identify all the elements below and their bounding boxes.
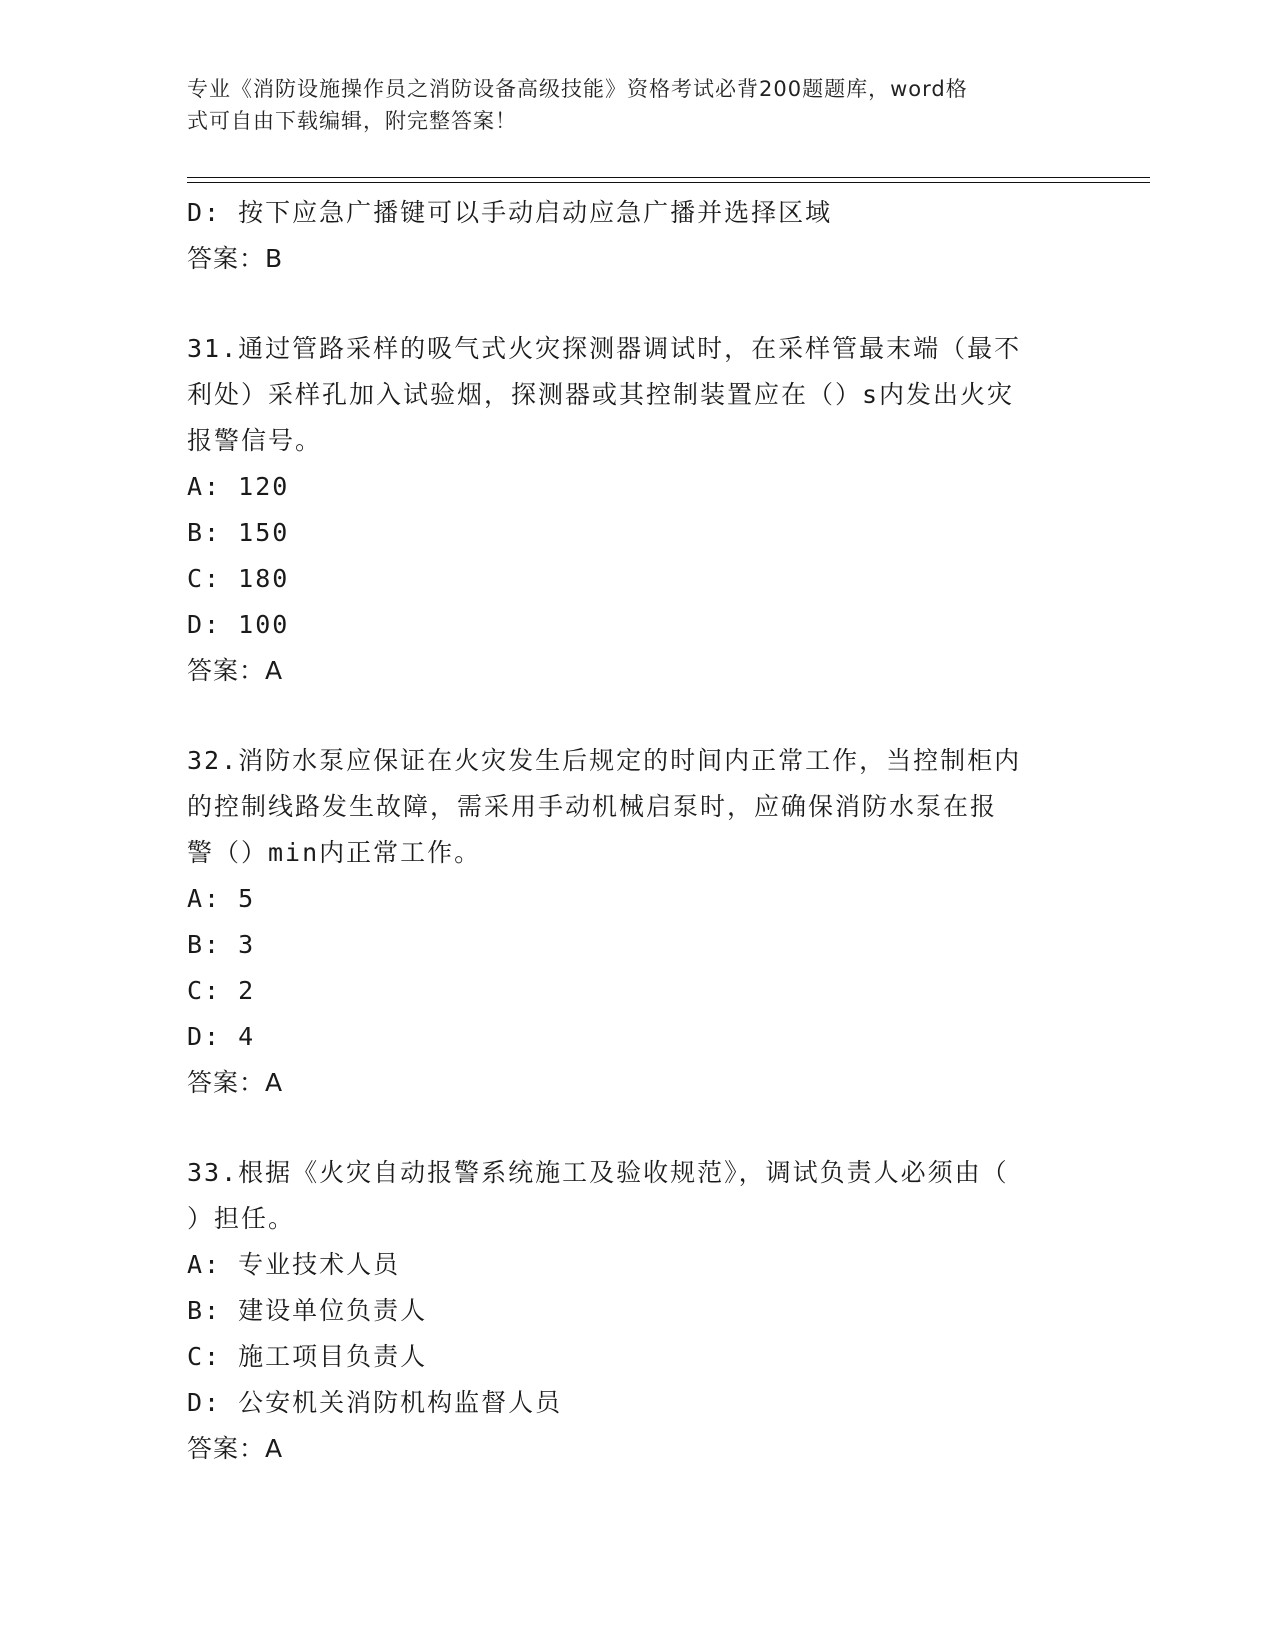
header-line-1: 专业《消防设施操作员之消防设备高级技能》资格考试必背200题题库，word格 — [187, 77, 968, 101]
question-stem-line: 33.根据《火灾自动报警系统施工及验收规范》，调试负责人必须由（ — [187, 1158, 1009, 1187]
question-content — [187, 190, 1087, 1472]
header-rule-top — [187, 177, 1150, 178]
option-c: C: 施工项目负责人 — [187, 1342, 428, 1371]
previous-question-tail — [187, 190, 1087, 282]
question-stem-line: 警（）min内正常工作。 — [187, 838, 482, 867]
option-b: B: 建设单位负责人 — [187, 1296, 428, 1325]
question-stem-line: 32.消防水泵应保证在火灾发生后规定的时间内正常工作，当控制柜内 — [187, 746, 1022, 775]
option-d: D: 100 — [187, 610, 290, 639]
answer-line: 答案：A — [187, 1068, 284, 1097]
question-stem-line: 的控制线路发生故障，需采用手动机械启泵时，应确保消防水泵在报 — [187, 792, 998, 821]
option-b: B: 3 — [187, 930, 256, 959]
option-c: C: 180 — [187, 564, 290, 593]
document-header — [187, 73, 1087, 137]
question-stem-line: 报警信号。 — [187, 426, 323, 455]
option-c: C: 2 — [187, 976, 256, 1005]
question-33 — [187, 1150, 1087, 1472]
option-a: A: 120 — [187, 472, 290, 501]
question-stem-line: ）担任。 — [187, 1204, 296, 1233]
option-a: A: 专业技术人员 — [187, 1250, 401, 1279]
option-d: D: 按下应急广播键可以手动启动应急广播并选择区域 — [187, 198, 833, 227]
option-b: B: 150 — [187, 518, 290, 547]
question-stem-line: 31.通过管路采样的吸气式火灾探测器调试时，在采样管最末端（最不 — [187, 334, 1022, 363]
header-rule-bottom — [187, 182, 1150, 183]
answer-line: 答案：A — [187, 656, 284, 685]
option-d: D: 公安机关消防机构监督人员 — [187, 1388, 563, 1417]
answer-line: 答案：B — [187, 244, 284, 273]
option-a: A: 5 — [187, 884, 256, 913]
question-32 — [187, 738, 1087, 1106]
question-stem-line: 利处）采样孔加入试验烟，探测器或其控制装置应在（）s内发出火灾 — [187, 380, 1015, 409]
question-31 — [187, 326, 1087, 694]
option-d: D: 4 — [187, 1022, 256, 1051]
answer-line: 答案：A — [187, 1434, 284, 1463]
header-line-2: 式可自由下载编辑，附完整答案！ — [187, 109, 517, 133]
